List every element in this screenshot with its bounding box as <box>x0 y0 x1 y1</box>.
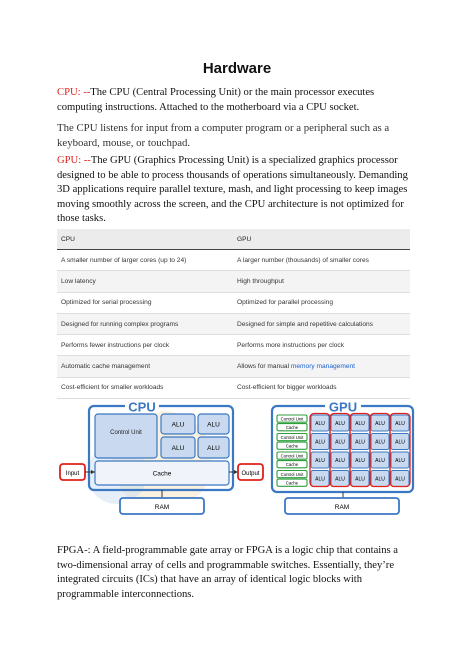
table-cell: High throughput <box>233 271 410 292</box>
gpu-control-unit-label: Control Unit <box>280 453 304 459</box>
table-cell-text: Allows for manual <box>237 363 291 371</box>
table-cell: Optimized for parallel processing <box>233 292 410 313</box>
table-header-cpu: CPU <box>57 229 233 250</box>
gpu-alu-label: ALU <box>395 476 405 483</box>
alu-label: ALU <box>207 421 220 429</box>
gpu-alu-label: ALU <box>375 439 385 446</box>
gpu-text: The GPU (Graphics Processing Unit) is a specialized graphics processor designed to be able to process thousands of operations simultaneously. Demanding 3D applications require parallel texture, mash, and light processing to keep images moving smoothly across the screen, and the CPU architecture is not optimized for those tasks. <box>57 155 408 224</box>
gpu-alu-label: ALU <box>355 439 365 446</box>
table-row <box>57 335 410 356</box>
table-cell: A smaller number of larger cores (up to 24) <box>57 250 233 271</box>
page-title: Hardware <box>202 60 272 77</box>
gpu-control-unit-label: Control Unit <box>280 472 304 478</box>
control-unit-label: Control Unit <box>110 430 142 436</box>
gpu-alu-label: ALU <box>335 421 345 427</box>
cache-label: Cache <box>152 470 172 478</box>
gpu-alu-label: ALU <box>395 458 405 464</box>
table-header-gpu: GPU <box>233 229 410 250</box>
table-cell: A larger number (thousands) of smaller cores <box>233 250 410 271</box>
alu-label: ALU <box>207 445 220 452</box>
cpu-diagram-svg <box>57 399 266 520</box>
alu-label: ALU <box>171 421 185 429</box>
table-cell: Automatic cache management <box>57 356 233 377</box>
gpu-alu-label: ALU <box>335 476 345 483</box>
table-row <box>57 313 410 334</box>
ram-label: RAM <box>154 504 170 511</box>
table-cell: Performs more instructions per clock <box>233 335 410 356</box>
table-row <box>57 271 410 292</box>
table-cell: Cost-efficient for smaller workloads <box>57 377 233 398</box>
ram-label: RAM <box>334 504 350 511</box>
gpu-alu-label: ALU <box>335 439 345 446</box>
gpu-cache-label: Cache <box>285 425 299 431</box>
table-cell: Low latency <box>57 271 233 292</box>
gpu-alu-label: ALU <box>395 421 405 427</box>
cpu-listens-paragraph: The CPU listens for input from a computer program or a peripheral such as a keyboard, mouse, or touchpad. <box>57 122 390 149</box>
table-header-row <box>57 229 410 250</box>
gpu-alu-label: ALU <box>375 458 385 464</box>
output-label: Output <box>241 471 260 477</box>
cpu-architecture-diagram <box>57 399 266 520</box>
alu-label: ALU <box>171 445 185 452</box>
gpu-alu-label: ALU <box>375 421 385 427</box>
table-cell: Optimized for serial processing <box>57 292 233 313</box>
gpu-alu-label: ALU <box>315 439 325 446</box>
gpu-alu-label: ALU <box>355 421 365 427</box>
table-cell: Designed for simple and repetitive calculations <box>233 313 410 334</box>
fpga-paragraph: FPGA-: A field-programmable gate array or FPGA is a logic chip that contains a two-dimensional array of cells and programmable switches. Essentially, they’re integrated circuits (ICs) that have an array of identical logic blocks with programmable interconnections. <box>57 545 398 600</box>
gpu-paragraph <box>57 154 419 227</box>
cpu-gpu-comparison-table <box>57 229 410 399</box>
gpu-alu-label: ALU <box>355 458 365 464</box>
cpu-diagram-title: CPU <box>128 399 156 415</box>
gpu-cache-label: Cache <box>285 443 299 449</box>
control-unit-box <box>95 414 157 458</box>
cpu-text: The CPU (Central Processing Unit) or the main processor executes computing instructions. Attached to the motherboard via a CPU socket. <box>57 87 375 113</box>
gpu-architecture-diagram <box>270 399 415 520</box>
gpu-diagram-title: GPU <box>328 399 358 415</box>
gpu-cache-label: Cache <box>285 462 299 468</box>
gpu-label: GPU: -- <box>57 155 91 166</box>
table-cell: Designed for running complex programs <box>57 313 233 334</box>
gpu-control-unit-label: Control Unit <box>280 435 304 441</box>
table-cell: Performs fewer instructions per clock <box>57 335 233 356</box>
gpu-alu-label: ALU <box>335 458 345 464</box>
cpu-paragraph <box>57 86 419 115</box>
memory-management-link[interactable]: memory management <box>290 363 356 371</box>
table-row <box>57 356 410 377</box>
gpu-alu-label: ALU <box>315 458 325 464</box>
cpu-label: CPU: -- <box>57 87 91 98</box>
gpu-diagram-svg <box>270 399 415 520</box>
table-row <box>57 377 410 398</box>
gpu-alu-label: ALU <box>315 476 325 483</box>
gpu-control-unit-label: Control Unit <box>280 416 304 422</box>
gpu-alu-label: ALU <box>355 476 365 483</box>
gpu-cache-label: Cache <box>285 480 299 486</box>
gpu-alu-label: ALU <box>315 421 325 427</box>
table-cell <box>233 356 410 377</box>
table-cell: Cost-efficient for bigger workloads <box>233 377 410 398</box>
gpu-alu-label: ALU <box>395 439 405 446</box>
gpu-alu-label: ALU <box>375 476 385 483</box>
table-row <box>57 250 410 271</box>
input-label: Input <box>65 471 80 477</box>
table-row <box>57 292 410 313</box>
